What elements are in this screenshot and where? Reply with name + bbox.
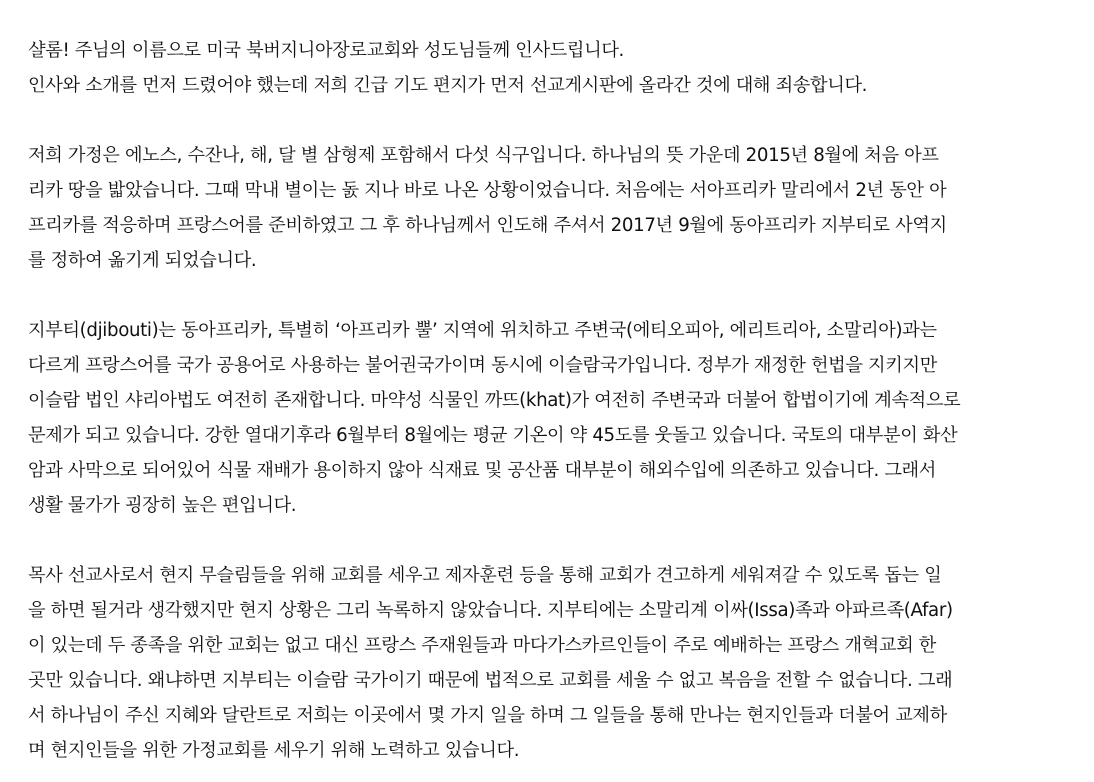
text-line: 이 있는데 두 종족을 위한 교회는 없고 대신 프랑스 주재원들과 마다가스카르인들이 주로 예배하는 프랑스 개혁교회 한 [28,635,936,656]
paragraph-greeting [28,33,1064,103]
text-line: 인사와 소개를 먼저 드렸어야 했는데 저희 긴급 기도 편지가 먼저 선교게시판에 올라간 것에 대해 죄송합니다. [28,75,868,96]
text-line: 목사 선교사로서 현지 무슬림들을 위해 교회를 세우고 제자훈련 등을 통해 교회가 견고하게 세워져갈 수 있도록 돕는 일 [28,565,942,586]
paragraph-spacer [28,103,1064,138]
text-line: 이슬람 법인 샤리아법도 여전히 존재합니다. 마약성 식물인 까뜨(khat)가 여전히 주변국과 더불어 합법이기에 계속적으로 [28,390,961,411]
text-line: 다르게 프랑스어를 국가 공용어로 사용하는 불어권국가이며 동시에 이슬람국가입니다. 정부가 재정한 헌법을 지키지만 [28,355,937,376]
paragraph-family [28,138,1064,278]
text-line: 곳만 있습니다. 왜냐하면 지부티는 이슬람 국가이기 때문에 법적으로 교회를 세울 수 없고 복음을 전할 수 없습니다. 그래 [28,670,953,691]
text-line: 프리카를 적응하며 프랑스어를 준비하였고 그 후 하나님께서 인도해 주셔서 2017년 9월에 동아프리카 지부티로 사역지 [28,215,947,236]
paragraph-spacer [28,523,1064,558]
text-line: 지부티(djibouti)는 동아프리카, 특별히 ‘아프리카 뿔’ 지역에 위치하고 주변국(에티오피아, 에리트리아, 소말리아)과는 [28,320,937,341]
text-line: 저희 가정은 에노스, 수잔나, 해, 달 별 삼형제 포함해서 다섯 식구입니다. 하나님의 뜻 가운데 2015년 8월에 처음 아프 [28,145,939,166]
text-line: 샬롬! 주님의 이름으로 미국 북버지니아장로교회와 성도님들께 인사드립니다. [28,40,624,61]
text-line: 서 하나님이 주신 지혜와 달란트로 저희는 이곳에서 몇 가지 일을 하며 그 일들을 통해 만나는 현지인들과 더불어 교제하 [28,705,947,726]
text-line: 며 현지인들을 위한 가정교회를 세우기 위해 노력하고 있습니다. [28,740,520,761]
paragraph-ministry [28,558,1064,768]
paragraph-spacer [28,278,1064,313]
text-line: 암과 사막으로 되어있어 식물 재배가 용이하지 않아 식재료 및 공산품 대부분이 해외수입에 의존하고 있습니다. 그래서 [28,460,936,481]
text-line: 리카 땅을 밟았습니다. 그때 막내 별이는 돐 지나 바로 나온 상황이었습니다. 처음에는 서아프리카 말리에서 2년 동안 아 [28,180,947,201]
text-line: 을 하면 될거라 생각했지만 현지 상황은 그리 녹록하지 않았습니다. 지부티에는 소말리계 이싸(Issa)족과 아파르족(Afar) [28,600,953,621]
text-line: 를 정하여 옮기게 되었습니다. [28,250,257,271]
paragraph-djibouti [28,313,1064,523]
text-line: 생활 물가가 굉장히 높은 편입니다. [28,495,297,516]
text-line: 문제가 되고 있습니다. 강한 열대기후라 6월부터 8월에는 평균 기온이 약 45도를 웃돌고 있습니다. 국토의 대부분이 화산 [28,425,958,446]
